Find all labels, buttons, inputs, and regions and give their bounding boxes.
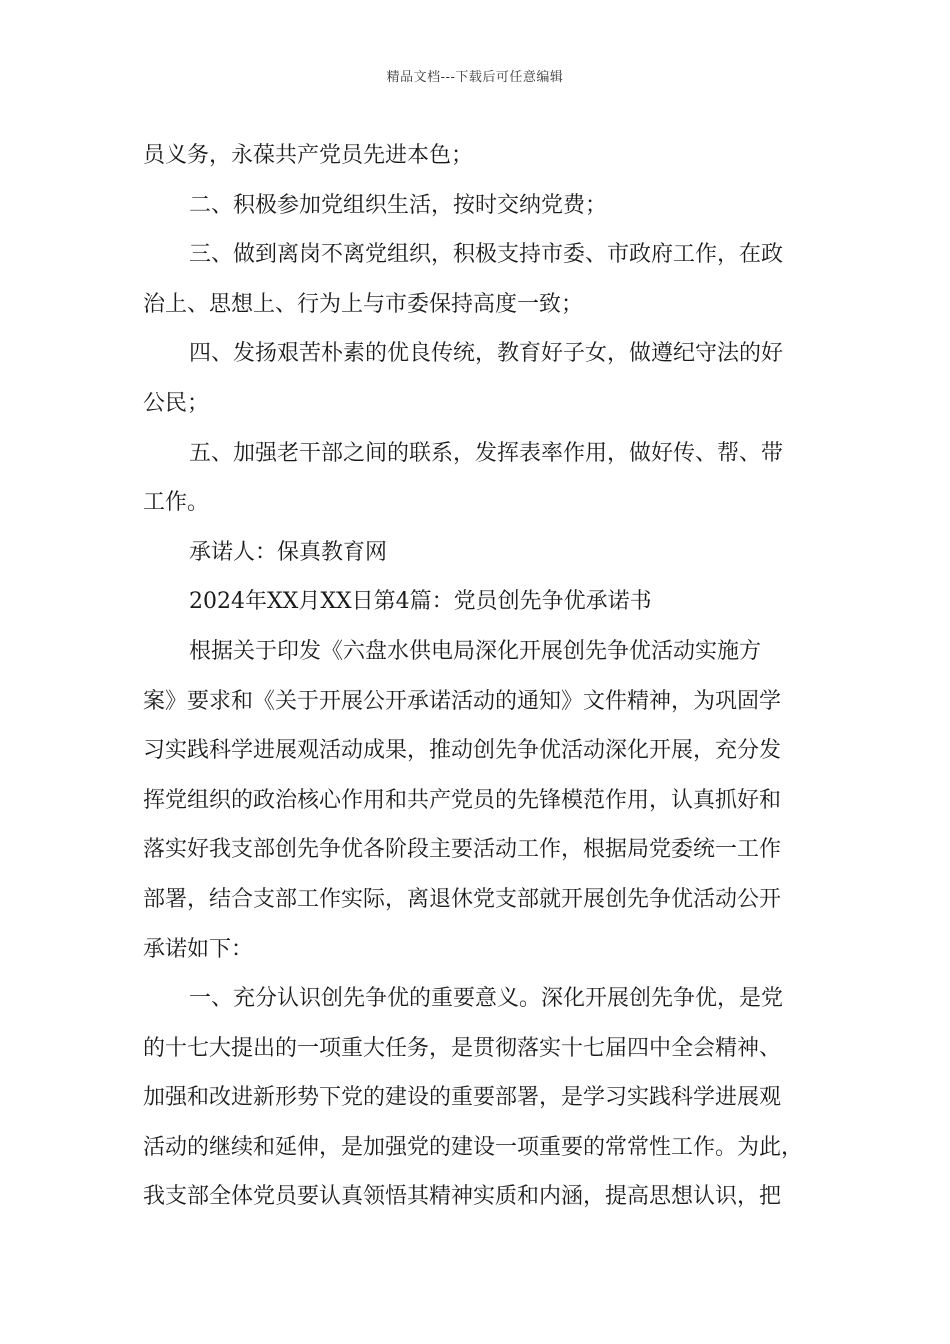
document-body [143, 131, 823, 1222]
text-line: 加强和改进新形势下党的建设的重要部署，是学习实践科学进展观 [143, 1085, 782, 1111]
text-line: 挥党组织的政治核心作用和共产党员的先锋模范作用，认真抓好和 [143, 787, 782, 813]
text-line: 员义务，永葆共产党员先进本色； [143, 143, 474, 168]
text-line: 的十七大提出的一项重大任务，是贯彻落实十七届四中全会精神、 [143, 1035, 782, 1061]
text-line: 落实好我支部创先争优各阶段主要活动工作，根据局党委统一工作 [143, 837, 782, 863]
text-line: 一、充分认识创先争优的重要意义。深化开展创先争优，是党 [189, 986, 784, 1012]
text-line: 活动的继续和延伸，是加强党的建设一项重要的常常性工作。为此， [143, 1134, 804, 1160]
text-line: 根据关于印发《六盘水供电局深化开展创先争优活动实施方 [189, 638, 762, 664]
text-line: 公民； [143, 390, 210, 416]
text-line: 部署，结合支部工作实际，离退休党支部就开展创先争优活动公开 [143, 886, 782, 912]
text-line: 我支部全体党员要认真领悟其精神实质和内涵，提高思想认识，把 [143, 1184, 782, 1210]
text-line: 案》要求和《关于开展公开承诺活动的通知》文件精神，为巩固学 [143, 688, 782, 714]
text-line: 治上、思想上、行为上与市委保持高度一致； [143, 291, 584, 317]
text-line: 习实践科学进展观活动成果，推动创先争优活动深化开展，充分发 [143, 738, 782, 764]
text-line: 承诺如下： [143, 936, 254, 962]
text-line: 四、发扬艰苦朴素的优良传统，教育好子女，做遵纪守法的好 [189, 341, 784, 367]
text-line: 二、积极参加党组织生活，按时交纳党费； [189, 192, 608, 218]
text-line: 三、做到离岗不离党组织，积极支持市委、市政府工作，在政 [189, 242, 784, 268]
date-title-line: 2024年XX月XX日第4篇：党员创先争优承诺书 [189, 589, 652, 615]
text-line: 工作。 [143, 490, 210, 516]
signatory-line: 承诺人：保真教育网 [189, 539, 388, 565]
page-header: 精品文档---下载后可任意编辑 [386, 70, 564, 85]
text-line: 五、加强老干部之间的联系，发挥表率作用，做好传、帮、带 [189, 440, 784, 466]
